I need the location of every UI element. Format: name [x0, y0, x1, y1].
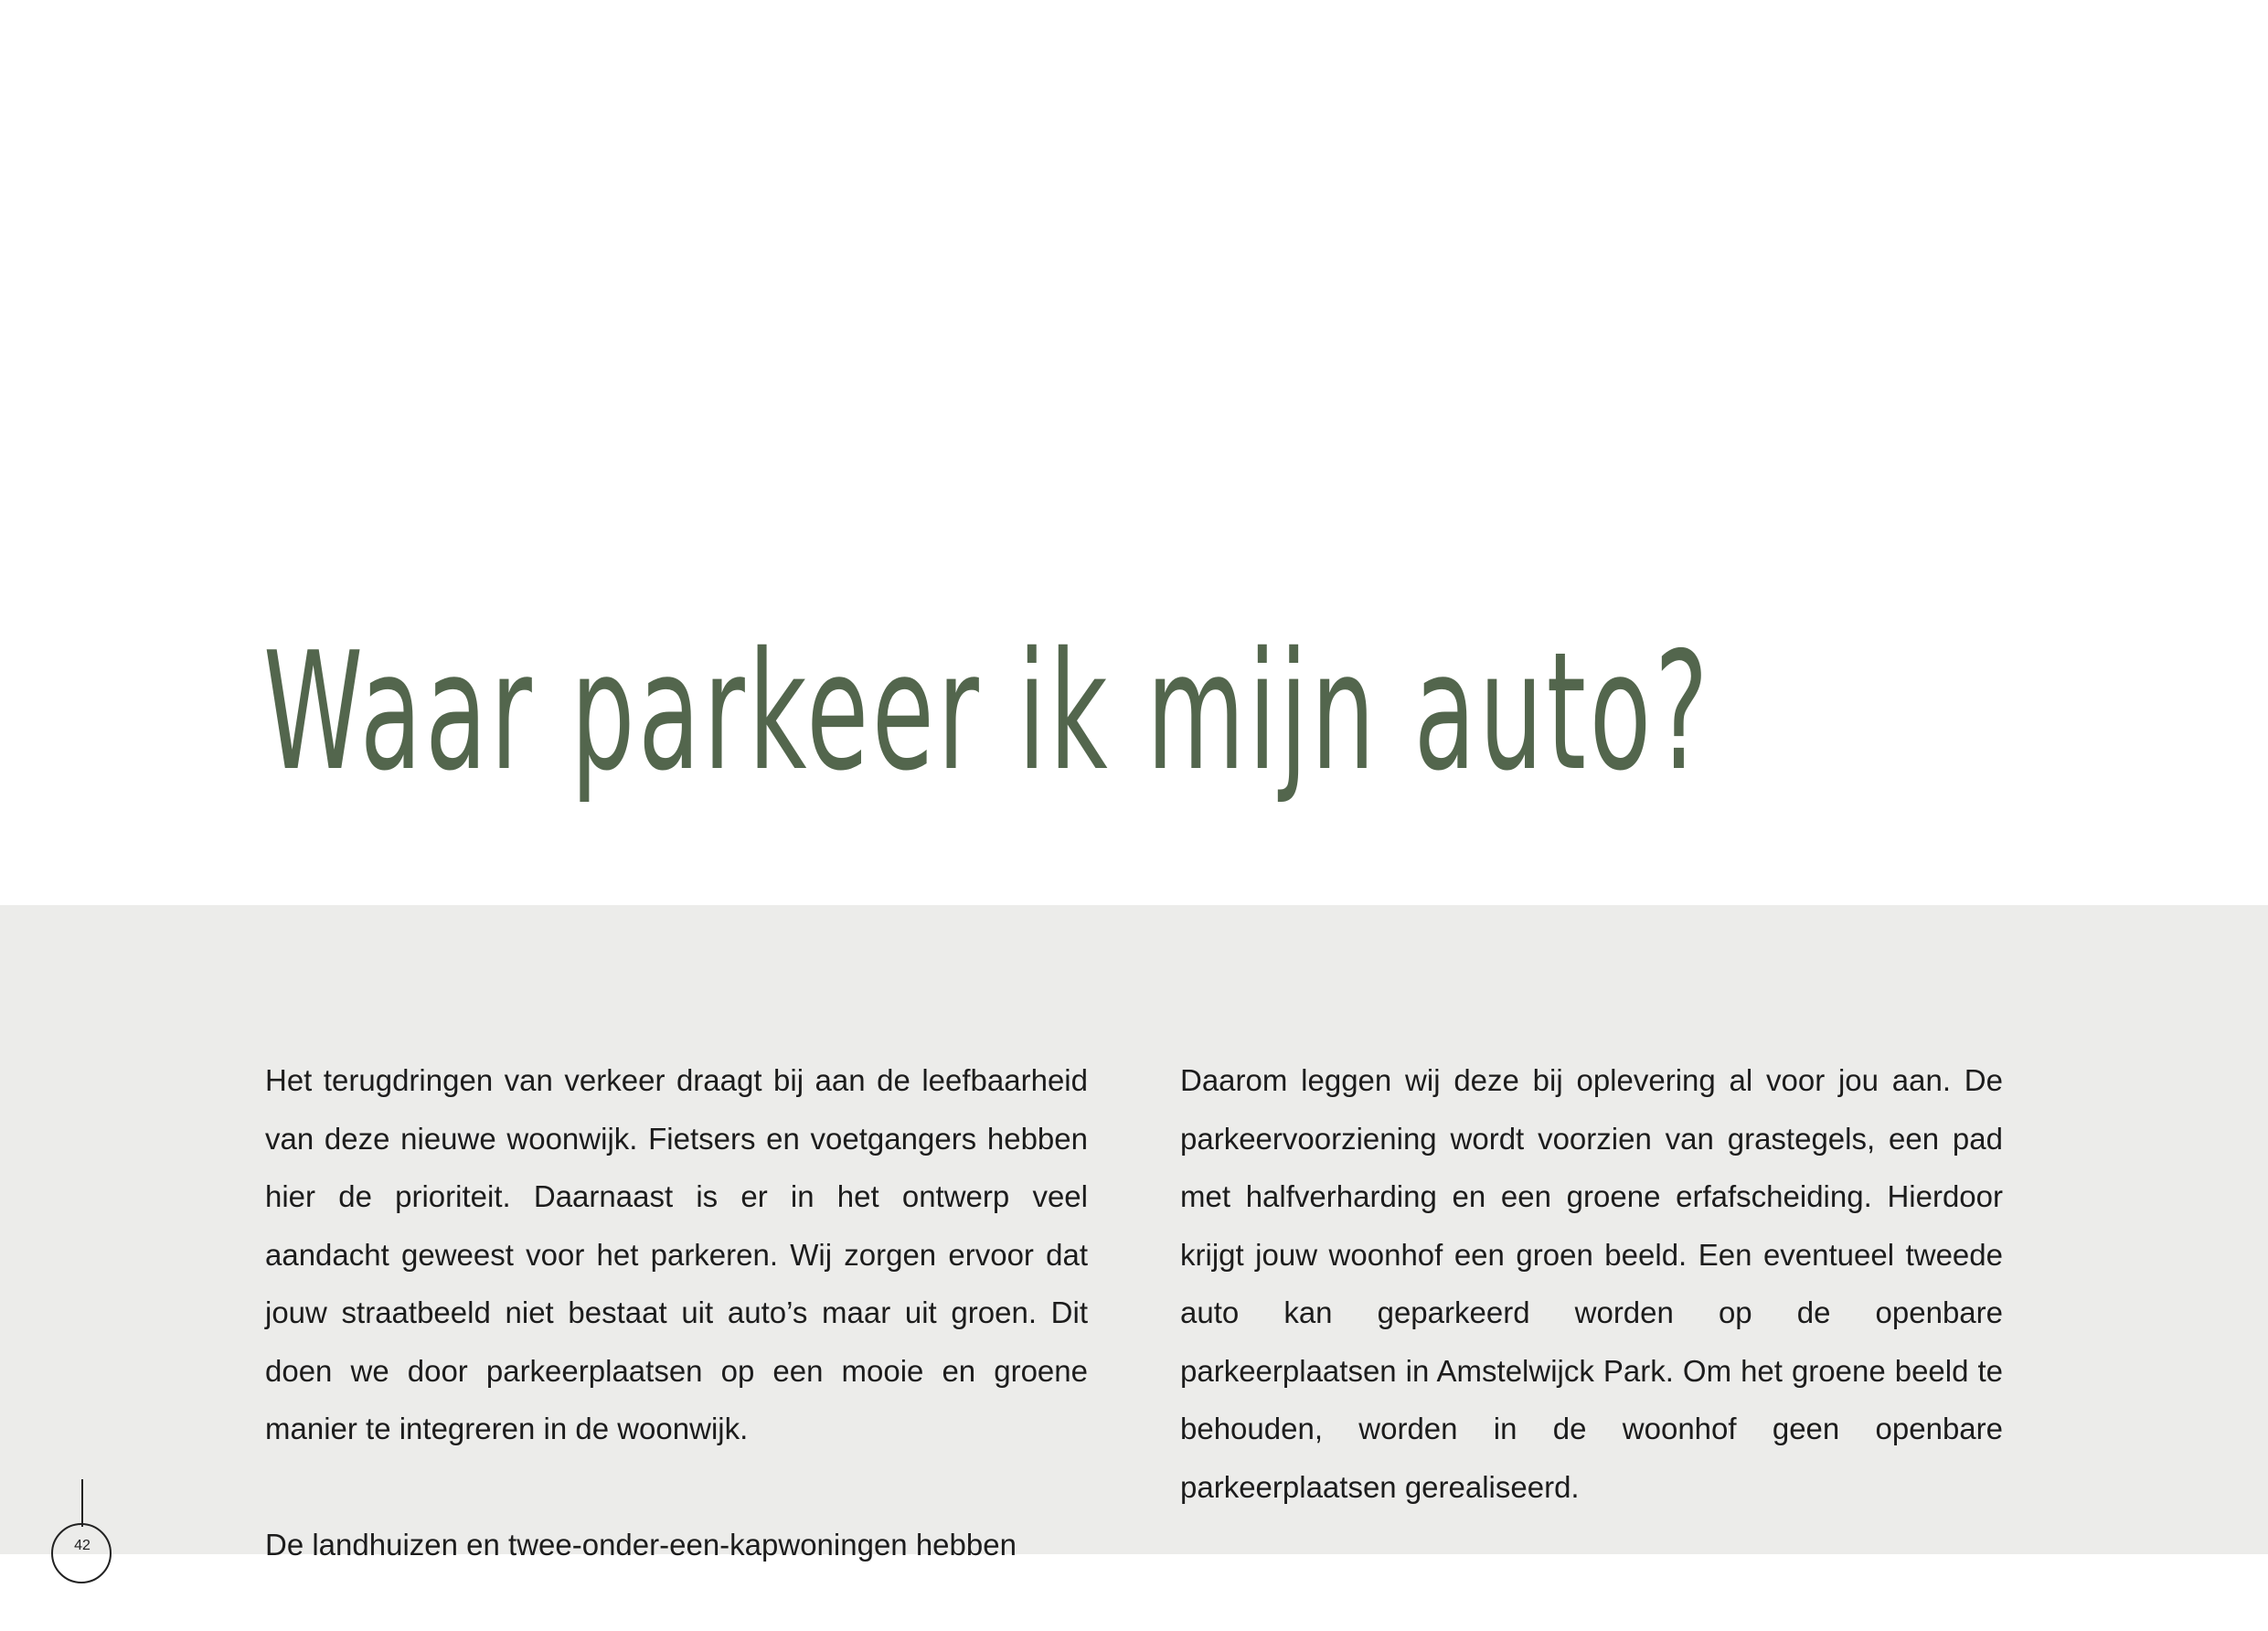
page-heading: Waar parkeer ik mijn auto?: [263, 617, 1712, 806]
page-number-marker: [49, 1479, 115, 1554]
body-text-band: [0, 905, 2268, 1562]
text-column-left: [265, 1051, 1088, 1631]
paragraph: Daarom leggen wij deze bij oplevering al voor jou aan. De parkeervoorziening wordt voorzien van grastegels, een pad met halfverharding en een groene erfafscheiding. Hierdoor krijgt jouw woonhof een groen beeld. Een eventueel tweede auto kan geparkeerd worden op de openbare parkeerplaatsen in Amstelwijck Park. Om het groene beeld te behouden, worden in de woonhof geen openbare parkeerplaatsen gerealiseerd.: [1180, 1063, 2003, 1504]
text-column-right: [1180, 1051, 2003, 1573]
paragraph: Het terugdringen van verkeer draagt bij aan de leefbaarheid van deze nieuwe woonwijk. Fietsers en voetgangers hebben hier de prioriteit. Daarnaast is er in het ontwerp veel aandacht geweest voor het parkeren. Wij zorgen ervoor dat jouw straatbeeld niet bestaat uit auto’s maar uit groen. Dit doen we door parkeerplaatsen op een mooie en groene manier te integreren in de woonwijk.: [265, 1063, 1088, 1445]
page-number: 42: [74, 1538, 91, 1553]
marker-line: [81, 1479, 83, 1527]
paragraph: De landhuizen en twee-onder-een-kapwoningen hebben: [265, 1527, 1017, 1562]
